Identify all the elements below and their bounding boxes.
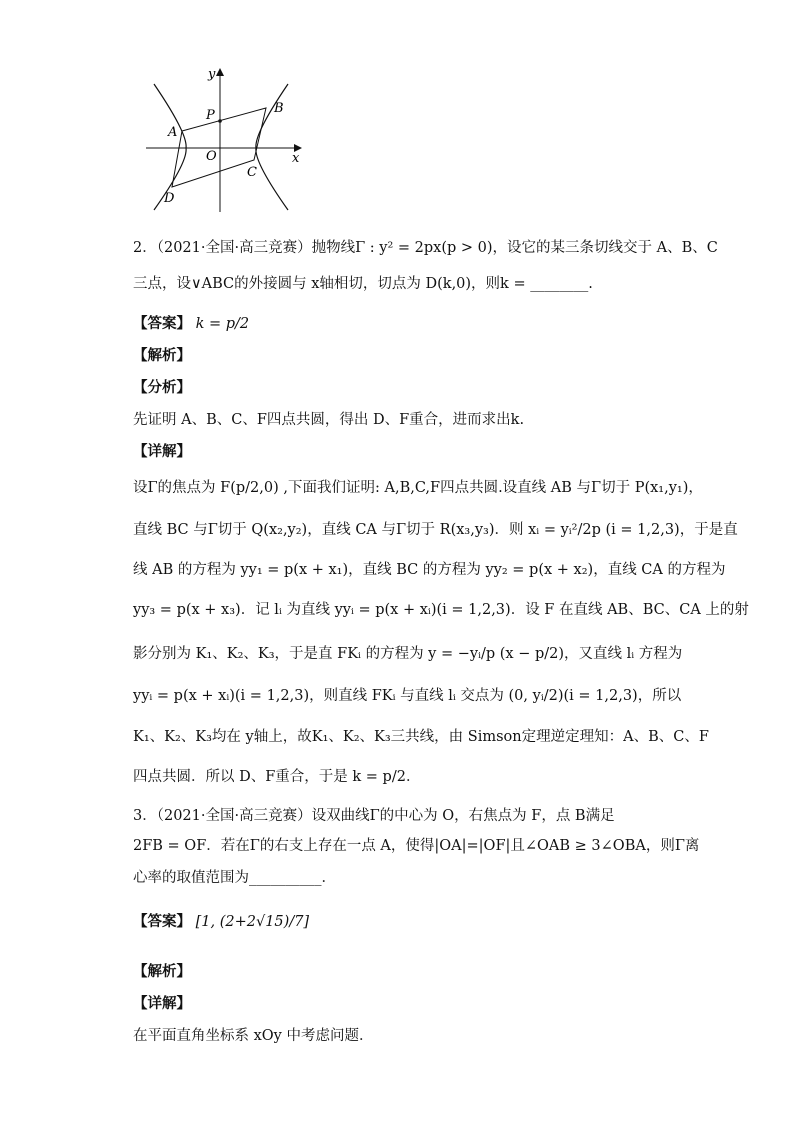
label-o: O — [206, 149, 217, 164]
q2-fenxi-label: 【分析】 — [133, 379, 191, 396]
q2-detail-4: yy₃ = p(x + x₃)．记 lᵢ 为直线 yyᵢ = p(x + xᵢ)(i = 1,2,3)．设 F 在直线 AB、BC、CA 上的射 — [133, 602, 749, 618]
label-b: B — [274, 101, 284, 116]
q2-detail-1: 设Γ的焦点为 F(p/2,0) ,下面我们证明: A,B,C,F四点共圆.设直线 AB 与Γ切于 P(x₁,y₁)， — [133, 480, 703, 496]
q2-detail-6: yyᵢ = p(x + xᵢ)(i = 1,2,3)，则直线 FKᵢ 与直线 lᵢ 交点为 (0, yᵢ/2)(i = 1,2,3)，所以 — [133, 688, 682, 704]
label-c: C — [247, 165, 257, 180]
q2-fenxi: 先证明 A、B、C、F四点共圆，得出 D、F重合，进而求出k. — [133, 412, 525, 428]
label-y: y — [208, 67, 216, 82]
q2-answer-label: 【答案】 — [133, 315, 191, 332]
q3-detail-1: 在平面直角坐标系 xOy 中考虑问题． — [133, 1028, 374, 1044]
q2-detail-5: 影分别为 K₁、K₂、K₃，于是直 FKᵢ 的方程为 y = −yᵢ/p (x − p/2)，又直线 lᵢ 方程为 — [133, 646, 683, 662]
q3-line3: 心率的取值范围为__________． — [133, 870, 336, 886]
q3-line2: 2FB = OF．若在Γ的右支上存在一点 A，使得|OA|=|OF|且∠OAB ≥ 3∠OBA，则Γ离 — [133, 838, 700, 854]
q2-answer-row — [133, 314, 249, 334]
label-x: x — [292, 151, 300, 166]
hyperbola-figure — [138, 64, 308, 214]
label-d: D — [164, 191, 175, 206]
q3-answer-label: 【答案】 — [133, 913, 191, 930]
q2-analysis-label: 【解析】 — [133, 347, 191, 364]
q2-detail-label: 【详解】 — [133, 443, 191, 460]
point-p — [218, 119, 222, 123]
q2-answer: k = p/2 — [195, 316, 250, 332]
q2-line2: 三点，设∨ABC的外接圆与 x轴相切，切点为 D(k,0)，则k = ________. — [133, 276, 593, 292]
q3-detail-label: 【详解】 — [133, 995, 191, 1012]
q3-line1: 3．（2021·全国·高三竞赛）设双曲线Γ的中心为 O，右焦点为 F，点 B满足 — [133, 808, 615, 824]
q2-line1: 2．（2021·全国·高三竞赛）抛物线Γ : y² = 2px(p > 0)，设它的某三条切线交于 A、B、C — [133, 240, 718, 256]
y-axis-arrow — [216, 68, 224, 76]
q2-detail-2: 直线 BC 与Γ切于 Q(x₂,y₂)，直线 CA 与Γ切于 R(x₃,y₃)．则 xᵢ = yᵢ²/2p (i = 1,2,3)，于是直 — [133, 522, 738, 538]
q3-answer: [1, (2+2√15)/7] — [195, 914, 310, 930]
q2-detail-7: K₁、K₂、K₃均在 y轴上，故K₁、K₂、K₃三共线，由 Simson定理逆定理知：A、B、C、F — [133, 729, 709, 745]
q2-detail-8: 四点共圆．所以 D、F重合，于是 k = p/2． — [133, 769, 421, 785]
q3-answer-row — [133, 912, 309, 932]
q3-analysis-label: 【解析】 — [133, 963, 191, 980]
label-p: P — [206, 108, 215, 123]
q2-detail-3: 线 AB 的方程为 yy₁ = p(x + x₁)，直线 BC 的方程为 yy₂ = p(x + x₂)，直线 CA 的方程为 — [133, 562, 726, 578]
label-a: A — [168, 125, 178, 140]
